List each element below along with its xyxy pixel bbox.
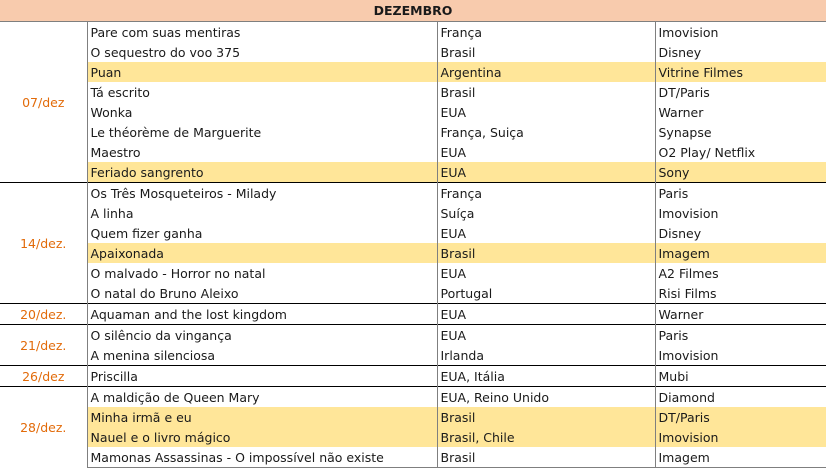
table-row [0,82,826,102]
movie-title-cell: Le théorème de Marguerite [87,122,437,142]
table-row [0,387,826,408]
distributor-cell: Imagem [655,243,826,263]
table-row [0,102,826,122]
month-header: DEZEMBRO [0,0,826,22]
movie-title-cell: Aquaman and the lost kingdom [87,304,437,325]
country-cell: Brasil [437,42,655,62]
movie-title-cell: O sequestro do voo 375 [87,42,437,62]
country-cell: Brasil [437,407,655,427]
movie-title-cell: Apaixonada [87,243,437,263]
country-cell: Suíça [437,203,655,223]
release-date-cell: 26/dez [0,366,87,387]
distributor-cell: DT/Paris [655,82,826,102]
table-row [0,122,826,142]
release-date-cell: 07/dez [0,22,87,183]
table-row [0,42,826,62]
country-cell: Brasil, Chile [437,427,655,447]
movie-title-cell: Feriado sangrento [87,162,437,183]
table-row [0,283,826,304]
country-cell: França [437,22,655,43]
country-cell: EUA, Itália [437,366,655,387]
distributor-cell: Warner [655,102,826,122]
country-cell: EUA [437,223,655,243]
country-cell: EUA [437,102,655,122]
table-row [0,407,826,427]
movie-title-cell: Mamonas Assassinas - O impossível não existe [87,447,437,468]
distributor-cell: Risi Films [655,283,826,304]
movie-title-cell: Priscilla [87,366,437,387]
distributor-cell: Warner [655,304,826,325]
table-row [0,366,826,387]
distributor-cell: Imovision [655,203,826,223]
table-row [0,223,826,243]
table-row [0,263,826,283]
country-cell: EUA, Reino Unido [437,387,655,408]
movie-title-cell: Minha irmã e eu [87,407,437,427]
movie-title-cell: A menina silenciosa [87,345,437,366]
distributor-cell: Sony [655,162,826,183]
table-row [0,304,826,325]
distributor-cell: DT/Paris [655,407,826,427]
country-cell: EUA [437,263,655,283]
movie-title-cell: Tá escrito [87,82,437,102]
movie-title-cell: O malvado - Horror no natal [87,263,437,283]
distributor-cell: O2 Play/ Netflix [655,142,826,162]
distributor-cell: Paris [655,183,826,204]
distributor-cell: A2 Filmes [655,263,826,283]
country-cell: Portugal [437,283,655,304]
distributor-cell: Diamond [655,387,826,408]
table-row [0,345,826,366]
country-cell: Argentina [437,62,655,82]
movie-title-cell: O silêncio da vingança [87,325,437,346]
movie-title-cell: Puan [87,62,437,82]
table-row [0,183,826,204]
movie-title-cell: O natal do Bruno Aleixo [87,283,437,304]
table-row [0,243,826,263]
movie-title-cell: Nauel e o livro mágico [87,427,437,447]
distributor-cell: Synapse [655,122,826,142]
movie-title-cell: A linha [87,203,437,223]
country-cell: Brasil [437,447,655,468]
table-row [0,325,826,346]
distributor-cell: Imovision [655,345,826,366]
movie-title-cell: Os Três Mosqueteiros - Milady [87,183,437,204]
distributor-cell: Imovision [655,22,826,43]
movie-title-cell: Maestro [87,142,437,162]
distributor-cell: Imovision [655,427,826,447]
country-cell: EUA [437,142,655,162]
country-cell: França, Suiça [437,122,655,142]
country-cell: EUA [437,325,655,346]
movie-title-cell: A maldição de Queen Mary [87,387,437,408]
table-row [0,447,826,468]
country-cell: EUA [437,304,655,325]
distributor-cell: Disney [655,42,826,62]
table-row [0,427,826,447]
country-cell: França [437,183,655,204]
table-row [0,62,826,82]
distributor-cell: Paris [655,325,826,346]
month-header-row [0,0,826,22]
table-row [0,22,826,43]
country-cell: Brasil [437,243,655,263]
release-date-cell: 21/dez. [0,325,87,366]
country-cell: EUA [437,162,655,183]
distributor-cell: Vitrine Filmes [655,62,826,82]
distributor-cell: Imagem [655,447,826,468]
table-row [0,162,826,183]
release-date-cell: 28/dez. [0,387,87,468]
table-row [0,142,826,162]
country-cell: Irlanda [437,345,655,366]
table-row [0,203,826,223]
movie-title-cell: Wonka [87,102,437,122]
distributor-cell: Disney [655,223,826,243]
movie-title-cell: Pare com suas mentiras [87,22,437,43]
distributor-cell: Mubi [655,366,826,387]
release-date-cell: 14/dez. [0,183,87,304]
release-date-cell: 20/dez. [0,304,87,325]
country-cell: Brasil [437,82,655,102]
movie-title-cell: Quem fizer ganha [87,223,437,243]
